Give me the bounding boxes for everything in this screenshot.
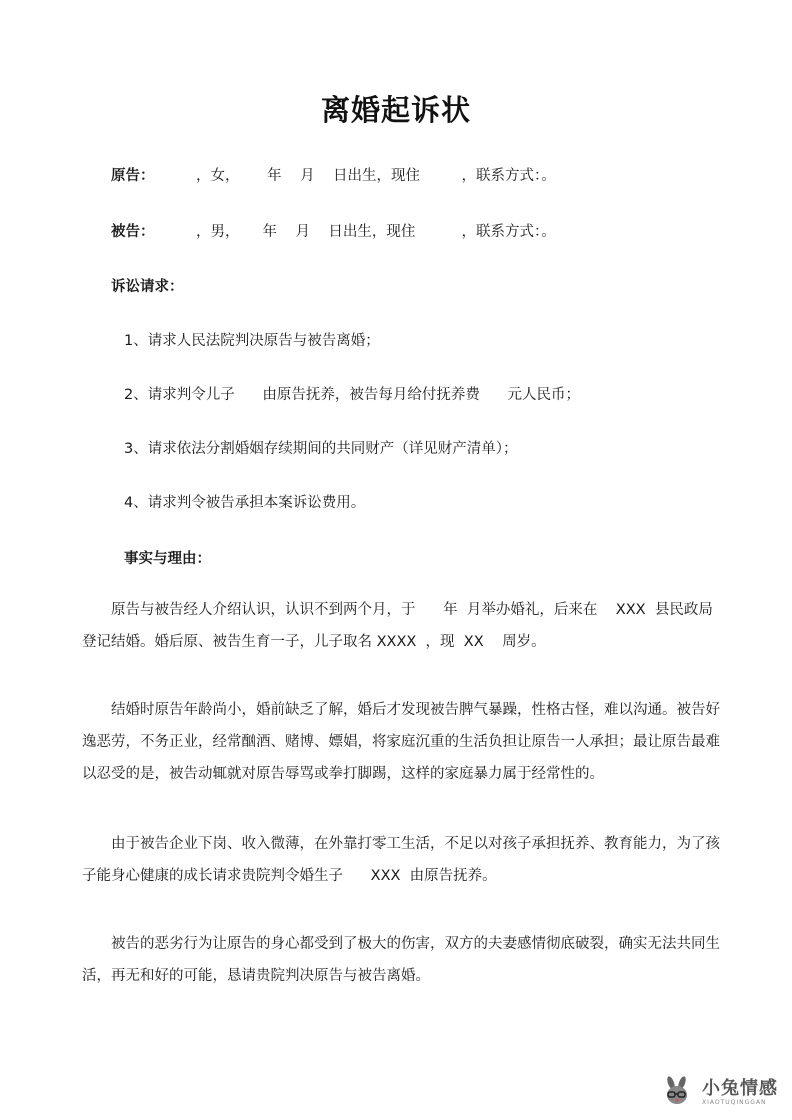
facts-paragraph-2: 结婚时原告年龄尚小，婚前缺乏了解，婚后才发现被告脾气暴躁，性格古怪，难以沟通。被告好逸恶劳，不务正业，经常酗酒、赌博、嫖娼，将家庭沉重的生活负担让原告一人承担；最让原告最难以忍受的是，被告动辄就对原告辱骂或拳打脚踢，这样的家庭暴力属于经常性的。 bbox=[82, 702, 720, 782]
claim-item-1: 1、请求人民法院判决原告与被告离婚； bbox=[124, 333, 380, 349]
document-title: 离婚起诉状 bbox=[320, 93, 471, 127]
facts-paragraph-4: 被告的恶劣行为让原告的身心都受到了极大的伤害，双方的夫妻感情彻底破裂，确实无法共同生活，再无和好的可能，恳请贵院判决原告与被告离婚。 bbox=[82, 936, 720, 984]
watermark bbox=[660, 1076, 778, 1110]
facts-paragraph-1: 原告与被告经人介绍认识，认识不到两个月，于 年 月举办婚礼，后来在 XXX 县民政局登记结婚。婚后原、被告生育一子，儿子取名 XXXX ，现 XX 周岁。 bbox=[82, 602, 713, 650]
defendant-label: 被告： bbox=[111, 224, 155, 240]
claim-item-2: 2、请求判令儿子 由原告抚养，被告每月给付抚养费 元人民币； bbox=[124, 387, 581, 403]
claim-item-3: 3、请求依法分割婚姻存续期间的共同财产（详见财产清单）； bbox=[124, 441, 518, 457]
defendant-line bbox=[111, 220, 556, 241]
watermark-subtitle: XIAOTUQINGGAN bbox=[702, 1099, 767, 1106]
facts-paragraph-3: 由于被告企业下岗、收入微薄，在外靠打零工生活，不足以对孩子承担抚养、教育能力，为了孩子能身心健康的成长请求贵院判令婚生子 XXX 由原告抚养。 bbox=[82, 836, 720, 884]
defendant-details: ，男， 年 月 日出生，现住 ，联系方式：。 bbox=[154, 224, 556, 240]
rabbit-logo-icon bbox=[660, 1076, 696, 1110]
claim-item-4: 4、请求判令被告承担本案诉讼费用。 bbox=[124, 495, 366, 511]
facts-heading: 事实与理由： bbox=[124, 551, 211, 567]
plaintiff-line bbox=[111, 164, 556, 185]
plaintiff-label: 原告： bbox=[111, 168, 155, 184]
watermark-name: 小兔情感 bbox=[702, 1078, 778, 1099]
claims-heading: 诉讼请求： bbox=[111, 279, 184, 295]
plaintiff-details: ，女， 年 月 日出生，现住 ，联系方式：。 bbox=[154, 168, 556, 184]
